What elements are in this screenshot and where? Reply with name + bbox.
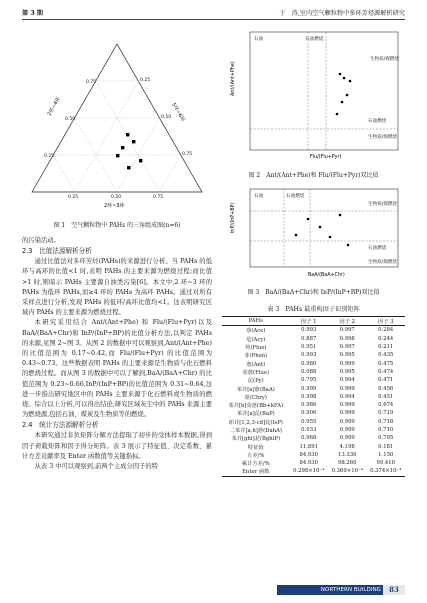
column-header: 因子 1	[290, 317, 328, 326]
figure-2-scatter	[222, 26, 405, 168]
value-cell: 0.999	[339, 402, 355, 409]
row-label-cell: 累计方差/%	[241, 461, 270, 468]
value-cell: 98.260	[337, 460, 357, 467]
value-cell: 0.986	[301, 402, 317, 409]
value-cell: 11.891	[299, 443, 319, 450]
paragraph: 的污染活动。	[22, 237, 60, 244]
right-column	[222, 26, 405, 477]
value-cell: 0.998	[339, 335, 355, 342]
data-point	[329, 236, 332, 239]
table-row	[222, 376, 405, 384]
data-point	[339, 73, 342, 76]
value-cell: 0.181	[378, 443, 394, 450]
value-cell: 0.999	[339, 435, 355, 442]
region-label: 石油燃烧	[368, 119, 387, 124]
x-axis-label: BaA/(BaA+Chr)	[308, 273, 345, 278]
row-label-cell: 二苯并[a,h]蒽(DahA)	[229, 428, 282, 434]
value-cell: 0.999	[339, 418, 355, 425]
row-label-cell: 茚并[1,2,3-cd]芘(IsP)	[228, 419, 283, 426]
row-label-cell: 菲(Phen)	[244, 353, 268, 360]
row-label-cell: 苯并[a]蒽(BaA)	[236, 386, 275, 393]
row-label-cell: 苯并[b]荧蒽(Bb+kFA)	[228, 403, 284, 410]
row-label-cell: 䓛(Chry)	[244, 394, 267, 401]
value-cell: 0.705	[378, 435, 394, 442]
value-cell: 0.995	[339, 352, 355, 359]
value-cell: 13.330	[337, 451, 357, 458]
region-label: 石油燃烧	[305, 37, 324, 42]
region-label: 生物质/煤燃烧	[368, 202, 398, 207]
value-cell: 0.475	[378, 360, 394, 367]
data-point	[139, 159, 142, 162]
region-label: 石油燃烧	[286, 194, 305, 199]
tick-label: 0.25	[44, 154, 55, 159]
row-label-cell: 方差/%	[247, 452, 265, 459]
figure-3-caption: 图 3 BaA/(BaA+Chr)和 InP/(InP+BP)双比值	[247, 289, 380, 296]
page-footer	[0, 579, 427, 603]
left-axis-label: 2环~4环	[46, 96, 63, 117]
data-point	[295, 234, 298, 237]
data-point	[349, 80, 352, 83]
value-cell: 1.150	[378, 451, 394, 458]
data-point	[121, 146, 124, 149]
table-row	[222, 393, 405, 401]
figure-1-caption: 图 1 空气颗粒物中 PAHs 的三角组成图(n=6)	[53, 222, 181, 229]
table-3	[222, 316, 405, 477]
table-row	[222, 409, 405, 417]
row-label-cell: 苯并[ghi]苝(BghiP)	[231, 436, 281, 443]
column-header: 因子 2	[328, 317, 366, 326]
row-label-cell: 芘(Py)	[247, 378, 264, 385]
paragraph: 通过比值法对多环芳烃(PAHs)的来源进行分析。当 PAHs 的低环与高环的比值<1 时,表明 PAHs 的主要来源为燃烧过程;而比值>1 时,则暗示 PAHs 主要源自油类污染[6]。本文中,2 环~3 环的 PAHs 为低环 PAHs,而≥4 环的 PAHs 为高环 PAHs。通过对所有采样点进行分析,发现 PAHs 的低环/高环比值均<1。这表明研究区域内 PAHs 的主要来源为燃烧过程。	[22, 258, 212, 317]
value-cell: 0.674	[378, 402, 394, 409]
plot-frame	[250, 32, 398, 150]
data-point	[319, 226, 322, 229]
value-cell: 0.474	[378, 368, 394, 375]
value-cell: 0.994	[339, 377, 355, 384]
paragraph: 本研究通过非负矩阵分解方法提取了初步的受体样本数据,得到因子荷载矩阵和因子得分矩阵。表 3 展示了特征值、决定系数、累计方差贡献率及 Enter 函数值等关键指标。	[22, 432, 212, 460]
value-cell: 0.451	[378, 393, 394, 400]
table-row	[222, 359, 405, 367]
table-row	[222, 343, 405, 351]
y-axis-label: InP/(InP+BP)	[231, 202, 236, 233]
data-point	[127, 166, 130, 169]
value-cell: 0.999	[339, 385, 355, 392]
data-point	[336, 113, 339, 116]
region-label: 石油燃烧	[368, 246, 387, 251]
data-point	[346, 94, 349, 97]
value-cell: 0.369×10⁻⁴	[328, 467, 366, 476]
paragraph: 从表 3 中可以观察到,前两个主成分因子的特	[34, 463, 158, 471]
row-label-cell: Enter 函数	[222, 467, 290, 476]
row-label-cell: 荧蒽(Flue)	[242, 369, 270, 376]
plot-frame	[250, 189, 398, 267]
tick-label: 0.75	[153, 195, 164, 200]
column-header: PAHs	[222, 317, 290, 326]
ternary-diagram	[22, 26, 212, 216]
table-row	[222, 326, 405, 335]
value-cell: 0.088	[301, 368, 317, 375]
section-heading-2-4: 2.4 统计方法源解析分析	[22, 421, 99, 430]
row-label-cell: 芴(Fluo)	[245, 345, 267, 352]
table-3-caption: 表 3 PAHs 最重构因子识别矩阵	[267, 306, 360, 313]
region-label: 石油	[254, 194, 264, 199]
table-row	[222, 418, 405, 426]
value-cell: 0.997	[339, 327, 355, 334]
table-row	[222, 384, 405, 392]
right-axis-label: 5环~6环	[170, 102, 186, 123]
region-label: 生物质/煤燃烧	[368, 135, 398, 140]
value-cell: 0.999	[339, 360, 355, 367]
value-cell: 0.298×10⁻⁴	[290, 467, 328, 476]
data-point	[341, 101, 344, 104]
data-point	[132, 140, 135, 143]
bottom-axis-label: 2环~3环	[104, 203, 125, 209]
value-cell: 0.795	[301, 377, 317, 384]
column-header: 因子 3	[366, 317, 405, 326]
data-point	[343, 77, 346, 80]
value-cell: 0.980	[301, 360, 317, 367]
ternary-points	[116, 133, 142, 169]
table-row	[222, 459, 405, 467]
value-cell: 99.410	[376, 460, 395, 467]
value-cell: 0.719	[378, 410, 394, 417]
value-cell: 0.284	[378, 327, 394, 334]
journal-name-bar: NORTHERN BUILDING	[277, 585, 405, 595]
table-row	[222, 442, 405, 450]
table-header-row	[222, 317, 405, 326]
table-row	[222, 351, 405, 359]
page-header	[22, 6, 405, 20]
tick-label: 0.50	[161, 115, 172, 120]
value-cell: 0.456	[378, 385, 394, 392]
section-heading-2-3: 2.3 比值法源解析分析	[22, 247, 92, 256]
table-row	[222, 434, 405, 442]
value-cell: 0.933	[301, 427, 317, 433]
tick-label: 0.25	[140, 78, 151, 83]
data-point	[307, 218, 310, 221]
value-cell: 0.887	[301, 335, 317, 342]
row-label-cell: 苯并[a]芘(BaP)	[236, 411, 275, 418]
issue-number: 第 3 期	[22, 10, 43, 17]
value-cell: 0.994	[339, 393, 355, 400]
tick-label: 0.50	[65, 117, 76, 122]
data-point	[339, 214, 342, 217]
page-number: 83	[383, 585, 405, 595]
row-label-cell: 苊(Acy)	[246, 336, 266, 343]
value-cell: 0.906	[301, 410, 317, 417]
value-cell: 0.993	[301, 327, 317, 334]
tick-label: 0.50	[111, 195, 122, 200]
value-cell: 0.998	[301, 393, 317, 400]
left-column	[22, 26, 212, 472]
figure-2-caption: 图 2 Ant/(Ant+Phe)和 Flu/(Flu+Pyr)双比值	[248, 172, 379, 179]
tick-label: 0.25	[68, 195, 79, 200]
region-label: 生物质/煤燃烧	[368, 260, 398, 265]
tick-label: 0.75	[182, 152, 193, 157]
value-cell: 0.374×10⁻⁴	[366, 467, 405, 476]
value-cell: 0.435	[378, 352, 394, 359]
value-cell: 0.955	[301, 418, 317, 425]
region-label: 石油	[254, 37, 264, 42]
table-row	[222, 467, 405, 476]
value-cell: 4.198	[339, 443, 355, 450]
row-label-cell: 蒽(Ant)	[246, 361, 266, 368]
data-point	[116, 154, 119, 157]
fig3-points	[295, 214, 350, 247]
value-cell: 84.930	[299, 451, 319, 458]
paragraph: 本研究采用结合 Ant/(Ant+Phe) 和 Flu/(Flu+Pyr)以及 BaA/(BaA+Chr)和 InP/(InP+BP)的比值分析方法,以判定 PAHs 的来源,见图 2~图 3。从图 2 的数据中可以观察到,Ant/(Ant+Phe)的比值范围为 0.17~0.42,而 Flu/(Flu+Pyr) 的比值范围为 0.43~0.73。这些数据表明 PAHs 的主要来源是生物质与化石燃料的燃烧过程。而从图 3 的数据中可以了解到,BaA/(BaA+Chr) 的比值范围为 0.23~0.66,InP/(InP+BP)的比值范围为 0.31~0.64,这进一步指出研究地区中的 PAHs 主要来源于化石燃料或生物质的燃烧。综合以上分析,可以得出结论,研究区域灰尘中的 PAHs 来源主要为燃烧源,包括石油、煤炭及生物质等的燃烧。	[22, 319, 212, 419]
value-cell: 84.930	[299, 460, 319, 467]
running-title: 于 涛,室内空气颗粒物中多环芳烃源解析研究	[279, 10, 405, 17]
fig2-points	[336, 73, 352, 116]
table-row	[222, 335, 405, 343]
row-label-cell: 萘(Ace)	[246, 328, 266, 335]
y-axis-label: Ant/(Ant+Phe)	[231, 61, 236, 96]
value-cell: 0.997	[339, 344, 355, 351]
value-cell: 0.993	[301, 352, 317, 359]
row-label-cell: 特征值	[247, 444, 264, 451]
data-point	[126, 133, 129, 136]
table-row	[222, 451, 405, 459]
table-row	[222, 426, 405, 434]
value-cell: 0.471	[378, 377, 394, 384]
ternary-grid	[53, 81, 181, 192]
table-row	[222, 401, 405, 409]
data-point	[347, 244, 350, 247]
value-cell: 0.999	[339, 427, 355, 433]
value-cell: 0.951	[301, 344, 317, 351]
value-cell: 0.999	[339, 410, 355, 417]
value-cell: 0.710	[378, 427, 394, 433]
x-axis-label: Flu/(Flu+Pyr)	[310, 155, 342, 160]
region-label: 生物质/煤燃烧	[370, 57, 400, 62]
value-cell: 0.968	[301, 435, 317, 442]
value-cell: 0.718	[378, 418, 394, 425]
tick-label: 0.75	[86, 80, 97, 85]
figure-3-scatter	[222, 183, 405, 285]
value-cell: 0.995	[339, 368, 355, 375]
value-cell: 0.999	[301, 385, 317, 392]
table-row	[222, 368, 405, 376]
value-cell: 0.244	[378, 335, 394, 342]
value-cell: 0.211	[378, 344, 394, 351]
ternary-triangle	[32, 44, 202, 192]
